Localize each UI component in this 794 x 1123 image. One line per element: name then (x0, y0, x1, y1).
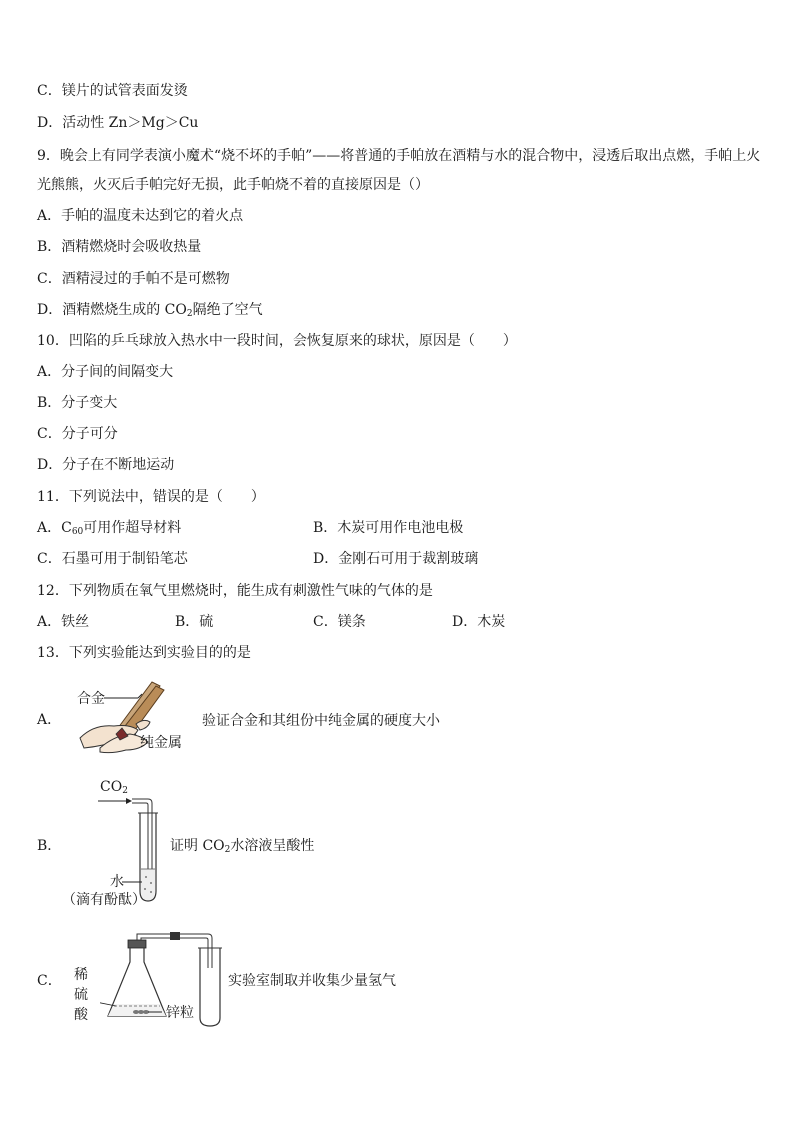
test-tube-illustration (96, 795, 166, 905)
question-12-option-d: D．木炭 (452, 614, 506, 630)
label-alloy: 合金 (77, 691, 105, 707)
question-11-option-a: A．$C_{60}$可用作超导材料 (37, 520, 182, 537)
question-9-line-2: 光熊熊，火灭后手帕完好无损，此手帕烧不着的直接原因是（） (37, 177, 429, 193)
question-11-option-d: D．金刚石可用于裁割玻璃 (313, 551, 479, 567)
question-10-option-a: A．分子间的间隔变大 (37, 364, 174, 380)
hydrogen-apparatus-figure (100, 928, 228, 1028)
question-10-option-b: B．分子变大 (37, 395, 118, 411)
label-water: 水 (110, 874, 124, 890)
question-11-option-c: C．石墨可用于制铅笔芯 (37, 551, 188, 567)
question-9-option-d: D．酒精燃烧生成的 $CO_2$隔绝了空气 (37, 302, 263, 319)
question-13: 13．下列实验能达到实验目的的是 (37, 645, 251, 661)
option-c-prev: C．镁片的试管表面发烫 (37, 83, 188, 99)
flask-and-tube-illustration (100, 928, 228, 1028)
label-pure-metal: 纯金属 (140, 735, 182, 751)
label-acid-1: 稀 (74, 967, 88, 983)
label-acid-2: 硫 (74, 987, 88, 1003)
question-9-option-a: A．手帕的温度未达到它的着火点 (37, 208, 244, 224)
question-12-option-a: A．铁丝 (37, 614, 90, 630)
question-12-option-c: C．镁条 (313, 614, 366, 630)
question-11: 11．下列说法中，错误的是（ ） (37, 489, 265, 505)
question-9-option-c: C．酒精浸过的手帕不是可燃物 (37, 271, 230, 287)
label-zinc-granules: 锌粒 (166, 1005, 194, 1021)
label-phenolphthalein-note: （滴有酚酞） (62, 892, 146, 908)
question-13-option-c-letter: C． (37, 973, 62, 989)
question-10-option-d: D．分子在不断地运动 (37, 457, 175, 473)
question-13-option-b-desc: 证明 $CO_2$水溶液呈酸性 (170, 838, 315, 855)
question-12-option-b: B．硫 (175, 614, 214, 630)
question-11-option-b: B．木炭可用作电池电极 (313, 520, 464, 536)
question-9-option-b: B．酒精燃烧时会吸收热量 (37, 239, 202, 255)
question-13-option-a-letter: A． (37, 712, 62, 728)
question-9-line-1: 9．晚会上有同学表演小魔术“烧不坏的手帕”——将普通的手帕放在酒精与水的混合物中，浸透后取出点燃，手帕上火 (37, 148, 761, 164)
question-12: 12．下列物质在氧气里燃烧时，能生成有刺激性气味的气体的是 (37, 583, 433, 599)
label-acid-3: 酸 (74, 1007, 88, 1023)
label-co2: $CO_2$ (100, 779, 128, 796)
co2-test-tube-figure (96, 795, 166, 905)
question-13-option-b-letter: B． (37, 838, 62, 854)
question-13-option-c-desc: 实验室制取并收集少量氢气 (228, 973, 396, 989)
question-10: 10．凹陷的乒乓球放入热水中一段时间，会恢复原来的球状，原因是（ ） (37, 333, 517, 349)
question-10-option-c: C．分子可分 (37, 426, 118, 442)
option-d-prev: D．活动性 Zn＞Mg＞Cu (37, 115, 199, 131)
question-13-option-a-desc: 验证合金和其组份中纯金属的硬度大小 (202, 713, 440, 729)
